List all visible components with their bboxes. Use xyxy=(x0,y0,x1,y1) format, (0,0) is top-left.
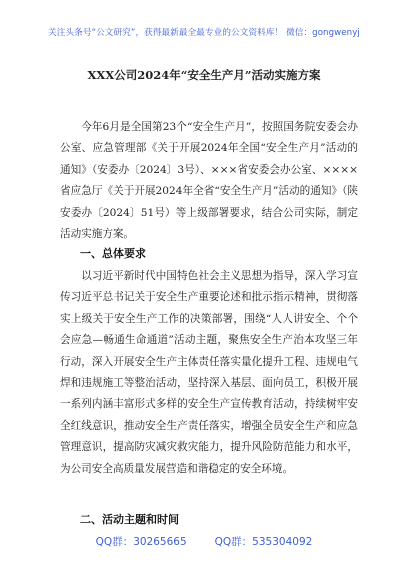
section-heading-theme-and-time: 二、活动主题和时间 xyxy=(80,513,179,526)
footer xyxy=(0,534,408,549)
overall-requirements-paragraph: 以习近平新时代中国特色社会主义思想为指导，深入学习宣传习近平总书记关于安全生产重要论述和批示指示精神，贯彻落实上级关于安全生产工作的决策部署，围绕“人人讲安全、个个会应急—畅通生命通道”活动主题，聚焦安全生产治本攻坚三年行动，深入开展安全生产主体责任落实量化提升工程、违规电气焊和违规施工等整治活动，坚持深入基层、面向员工，积极开展一系列内涵丰富形式多样的安全生产宣传教育活动，持续树牢安全红线意识，推动安全生产责任落实，增强全员安全生产和应急管理意识，提高防灾减灾救灾能力，提升风险防范能力和水平，为公司安全高质量发展营造和谐稳定的安全环境。 xyxy=(60,270,358,475)
document-title: XXX公司2024年“安全生产月”活动实施方案 xyxy=(87,68,321,82)
intro-paragraph: 今年6月是全国第23个“安全生产月”，按照国务院安委会办公室、应急管理部《关于开展2024年全国“安全生产月”活动的通知》（安委办〔2024〕3号）、×××省安委会办公室、××××省应急厅《关于开展2024年全省“安全生产月”活动的通知》（陕安委办〔2024〕51号）等上级部署要求，结合公司实际，制定活动实施方案。 xyxy=(60,121,358,241)
footer-qq-group-right: QQ群：535304092 xyxy=(214,536,313,548)
header-banner: 关注头条号“公文研究”，获得最新最全最专业的公文资料库！ 微信：gongwenyj xyxy=(48,28,360,38)
section-heading-overall-requirements: 一、总体要求 xyxy=(80,247,146,260)
footer-qq-group-left: QQ群：30265665 xyxy=(95,536,187,548)
